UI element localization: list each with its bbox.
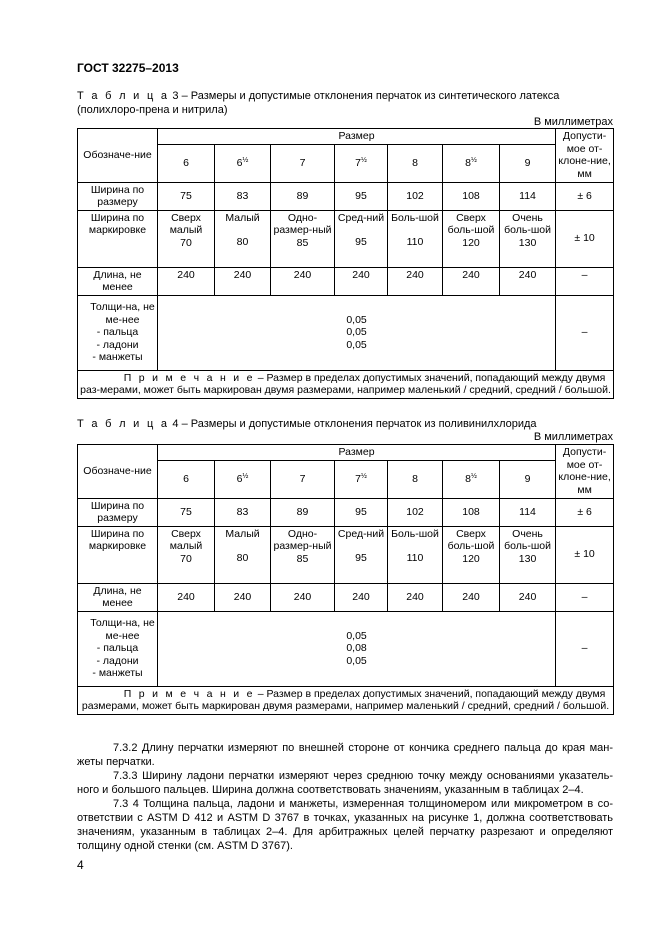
table-row [78, 526, 614, 583]
tolerance-header: Допусти-мое от-клоне-ние, мм [556, 445, 614, 499]
marking-tolerance: ± 10 [556, 526, 614, 583]
size-cell: 7 [271, 144, 335, 182]
paragraph: 7.3 4 Толщина пальца, ладони и манжеты, измеренная толщиномером или микрометром в со-ответствии с ASTM D 412 и ASTM D 3767 в точках, указанных на рисунке 1, должна соответствовать значениям, указанным в таблицах 2–4. Для арбитражных целей перчатку разрезают и определяют толщину одной стенки (см. ASTM D 3767). [77, 798, 613, 852]
page-number: 4 [77, 858, 84, 872]
length-cell: 240 [500, 583, 556, 611]
length-tolerance: – [556, 267, 614, 295]
length-cell: 240 [443, 267, 500, 295]
marking-cell: Сред-ний 95 [335, 526, 388, 583]
width-cell: 83 [215, 182, 271, 210]
size-cell: 7 [271, 460, 335, 498]
table-row [78, 267, 614, 295]
table-4-caption-label: Т а б л и ц а [77, 418, 170, 430]
width-cell: 108 [443, 182, 500, 210]
table-3-caption-text: 3 – Размеры и допустимые отклонения перчаток из синтетического латекса (полихлоро-прена и нитрила) [77, 90, 560, 116]
length-cell: 240 [500, 267, 556, 295]
size-header: Размер [158, 129, 556, 145]
marking-cell: Сверх малый 70 [158, 210, 215, 267]
width-tolerance: ± 6 [556, 182, 614, 210]
length-tolerance: – [556, 583, 614, 611]
table-4 [77, 444, 614, 715]
paragraph: 7.3.2 Длину перчатки измеряют по внешней стороне от кончика среднего пальца до края ман-жеты перчатки. [77, 742, 613, 768]
thickness-label: Толщи-на, не ме-нее - пальца - ладони - манжеты [78, 295, 158, 370]
width-cell: 75 [158, 182, 215, 210]
table-4-caption [77, 417, 613, 431]
length-cell: 240 [158, 267, 215, 295]
document-header: ГОСТ 32275–2013 [77, 61, 179, 75]
marking-cell: Одно-размер-ный 85 [271, 210, 335, 267]
size-cell: 6 [158, 460, 215, 498]
thickness-values: 0,05 0,08 0,05 [158, 611, 556, 686]
width-label: Ширина по размеру [78, 182, 158, 210]
width-cell: 75 [158, 498, 215, 526]
length-label: Длина, не менее [78, 583, 158, 611]
designation-header: Обозначе-ние [78, 445, 158, 499]
length-cell: 240 [335, 267, 388, 295]
width-label: Ширина по размеру [78, 498, 158, 526]
table-3 [77, 128, 614, 399]
marking-cell: Очень боль-шой 130 [500, 210, 556, 267]
size-cell: $7^{\frac{1}{2}}$ [335, 144, 388, 182]
marking-cell: Сверх боль-шой 120 [443, 526, 500, 583]
table-row [78, 295, 614, 370]
width-cell: 102 [388, 498, 443, 526]
table-row [78, 686, 614, 714]
marking-label: Ширина по маркировке [78, 210, 158, 267]
width-tolerance: ± 6 [556, 498, 614, 526]
table-row [78, 498, 614, 526]
size-cell: $6^{\frac{1}{2}}$ [215, 460, 271, 498]
designation-header: Обозначе-ние [78, 129, 158, 183]
length-cell: 240 [271, 583, 335, 611]
length-cell: 240 [215, 267, 271, 295]
table-3-unit: В миллиметрах [533, 116, 613, 128]
length-label: Длина, не менее [78, 267, 158, 295]
marking-cell: Сред-ний 95 [335, 210, 388, 267]
length-cell: 240 [158, 583, 215, 611]
thickness-label: Толщи-на, не ме-нее - пальца - ладони - манжеты [78, 611, 158, 686]
size-cell: 9 [500, 460, 556, 498]
length-cell: 240 [215, 583, 271, 611]
thickness-tolerance: – [556, 295, 614, 370]
marking-cell: Сверх боль-шой 120 [443, 210, 500, 267]
table-3-caption-label: Т а б л и ц а [77, 90, 170, 102]
width-cell: 95 [335, 182, 388, 210]
thickness-tolerance: – [556, 611, 614, 686]
marking-cell: Очень боль-шой 130 [500, 526, 556, 583]
thickness-values: 0,05 0,05 0,05 [158, 295, 556, 370]
length-cell: 240 [335, 583, 388, 611]
length-cell: 240 [388, 267, 443, 295]
length-cell: 240 [443, 583, 500, 611]
tolerance-header: Допусти-мое от-клоне-ние, мм [556, 129, 614, 183]
size-cell: $8^{\frac{1}{2}}$ [443, 460, 500, 498]
table-row [78, 370, 614, 398]
body-paragraphs [77, 741, 613, 853]
width-cell: 102 [388, 182, 443, 210]
size-header: Размер [158, 445, 556, 461]
table-3-note: П р и м е ч а н и е – Размер в пределах допустимых значений, попадающий между двумя раз-мерами, может быть маркирован двумя размерами, например маленький / средний, средний / большой. [78, 370, 614, 398]
marking-label: Ширина по маркировке [78, 526, 158, 583]
size-cell: 8 [388, 144, 443, 182]
table-4-caption-text: 4 – Размеры и допустимые отклонения перчаток из поливинилхлорида [169, 418, 537, 430]
size-cell: $8^{\frac{1}{2}}$ [443, 144, 500, 182]
width-cell: 89 [271, 498, 335, 526]
marking-cell: Боль-шой 110 [388, 210, 443, 267]
size-cell: 6 [158, 144, 215, 182]
width-cell: 83 [215, 498, 271, 526]
table-row [78, 583, 614, 611]
width-cell: 114 [500, 498, 556, 526]
marking-cell: Боль-шой 110 [388, 526, 443, 583]
marking-cell: Малый 80 [215, 210, 271, 267]
marking-tolerance: ± 10 [556, 210, 614, 267]
marking-cell: Малый 80 [215, 526, 271, 583]
width-cell: 108 [443, 498, 500, 526]
marking-cell: Сверх малый 70 [158, 526, 215, 583]
marking-cell: Одно-размер-ный 85 [271, 526, 335, 583]
size-cell: 8 [388, 460, 443, 498]
length-cell: 240 [388, 583, 443, 611]
table-row [78, 210, 614, 267]
table-3-caption [77, 89, 613, 117]
width-cell: 114 [500, 182, 556, 210]
size-cell: $6^{\frac{1}{2}}$ [215, 144, 271, 182]
table-4-note: П р и м е ч а н и е – Размер в пределах допустимых значений, попадающий между двумя размерами, может быть маркирован двумя размерами, например маленький / средний, средний / большой. [78, 686, 614, 714]
width-cell: 89 [271, 182, 335, 210]
table-4-unit: В миллиметрах [533, 431, 613, 443]
table-row [78, 611, 614, 686]
size-cell: $7^{\frac{1}{2}}$ [335, 460, 388, 498]
paragraph: 7.3.3 Ширину ладони перчатки измеряют через среднюю точку между основаниями указатель-ного и большого пальцев. Ширина должна соответствовать значениям, указанным в таблицах 2–4. [77, 770, 613, 796]
table-row [78, 182, 614, 210]
size-cell: 9 [500, 144, 556, 182]
length-cell: 240 [271, 267, 335, 295]
width-cell: 95 [335, 498, 388, 526]
